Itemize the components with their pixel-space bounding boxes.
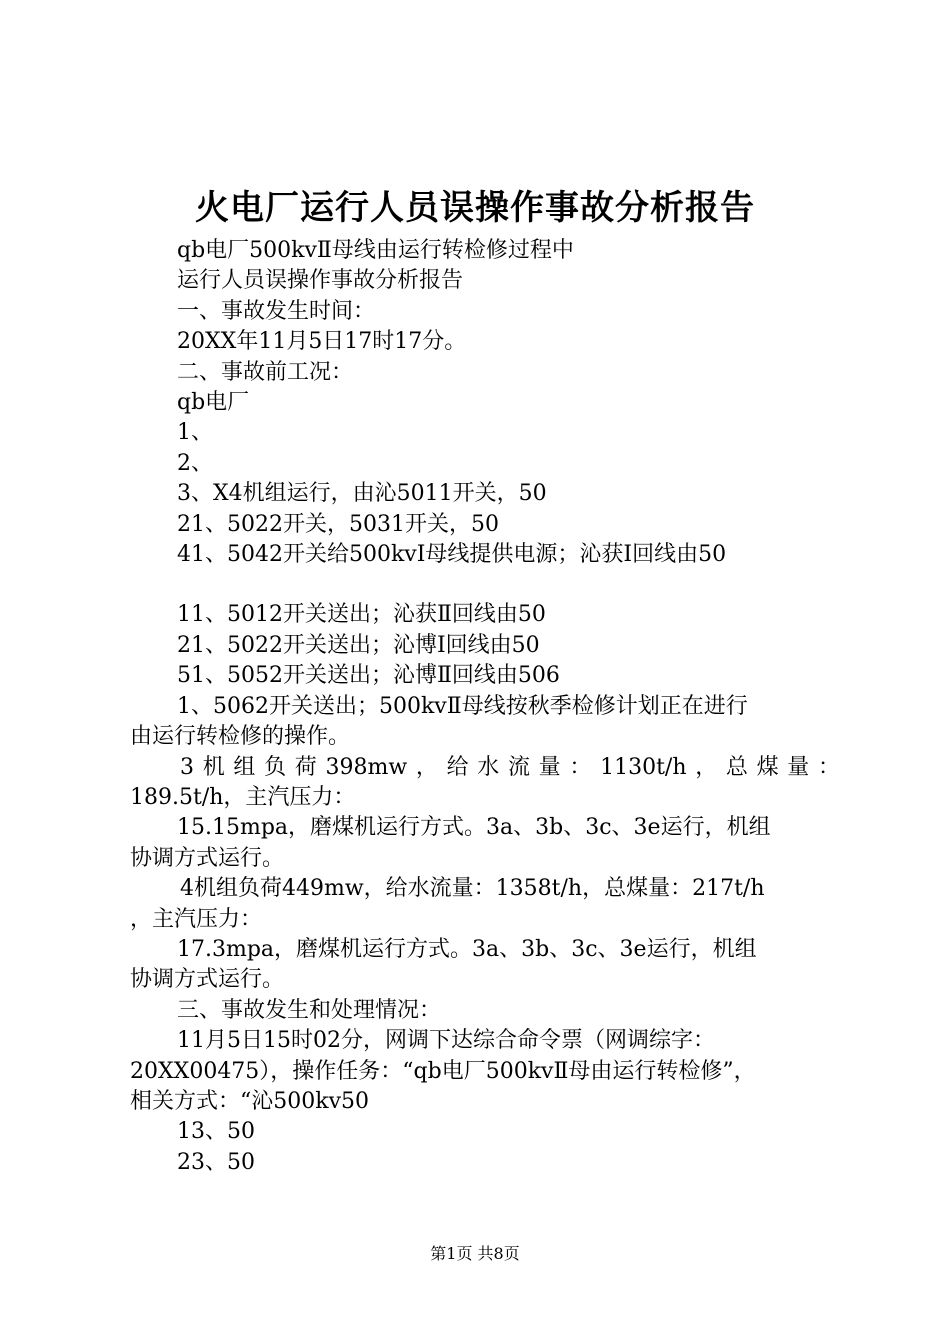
paragraph-line: 11月5日15时02分，网调下达综合命令票（网调综字： [177, 1028, 715, 1054]
paragraph-line: 协调方式运行。 [130, 845, 285, 871]
paragraph-line: 15.15mpa，磨煤机运行方式。3a、3b、3c、3e运行，机组 [177, 815, 771, 841]
paragraph-line: 3、X4机组运行，由沁5011开关，50 [177, 481, 547, 507]
paragraph-line: 3机组负荷398mw，给水流量：1130t/h，总煤量： [180, 754, 840, 780]
paragraph-line: ，主汽压力： [130, 906, 263, 932]
paragraph-line: 运行人员误操作事故分析报告 [177, 268, 464, 294]
paragraph-line: 2、 [177, 450, 213, 476]
paragraph-line: 相关方式：“沁500kv50 [130, 1088, 369, 1114]
paragraph-line: 17.3mpa，磨煤机运行方式。3a、3b、3c、3e运行，机组 [177, 936, 757, 962]
page-footer: 第1页 共8页 [430, 1244, 520, 1263]
paragraph-line: 20XX00475），操作任务：“qb电厂500kvⅡ母由运行转检修”， [130, 1058, 756, 1084]
paragraph-line: 21、5022开关，5031开关，50 [177, 511, 499, 537]
paragraph-line: 21、5022开关送出；沁博Ⅰ回线由50 [177, 632, 540, 658]
document-title: 火电厂运行人员误操作事故分析报告 [195, 188, 755, 228]
paragraph-line: 11、5012开关送出；沁获Ⅱ回线由50 [177, 602, 546, 628]
paragraph-line: 协调方式运行。 [130, 967, 285, 993]
document-body [130, 236, 840, 1178]
section-heading: 二、事故前工况： [177, 359, 354, 385]
paragraph-line: 51、5052开关送出；沁博Ⅱ回线由506 [177, 663, 560, 689]
paragraph-line: 1、5062开关送出；500kvⅡ母线按秋季检修计划正在进行 [177, 693, 748, 719]
paragraph-line: 1、 [177, 420, 213, 446]
blank-line [130, 570, 840, 600]
paragraph-line: 20XX年11月5日17时17分。 [177, 329, 467, 355]
paragraph-line: 由运行转检修的操作。 [130, 724, 351, 750]
paragraph-line: 41、5042开关给500kvⅠ母线提供电源；沁获Ⅰ回线由50 [177, 542, 727, 568]
paragraph-line: 13、50 [177, 1119, 255, 1145]
paragraph-line: qb电厂 [177, 390, 250, 416]
paragraph-line: 23、50 [177, 1149, 255, 1175]
section-heading: 一、事故发生时间： [177, 298, 376, 324]
paragraph-line: 4机组负荷449mw，给水流量：1358t/h，总煤量：217t/h [180, 876, 765, 902]
paragraph-line: qb电厂500kvⅡ母线由运行转检修过程中 [177, 238, 574, 263]
paragraph-line: 189.5t/h，主汽压力： [130, 784, 356, 810]
section-heading: 三、事故发生和处理情况： [177, 997, 442, 1023]
